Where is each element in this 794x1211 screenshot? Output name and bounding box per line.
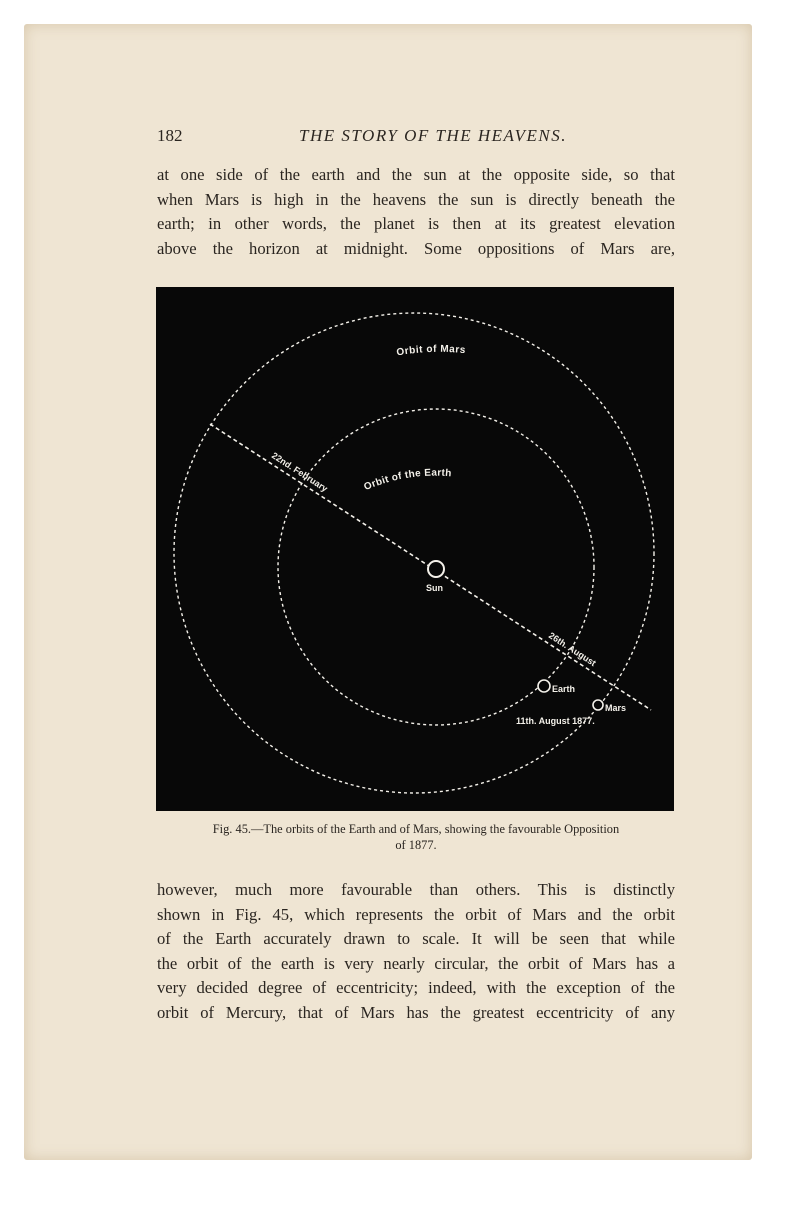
paragraph-top (157, 163, 675, 261)
mars-orbit-label (396, 344, 467, 359)
text-line: very decided degree of eccentricity; indeed, with the exception of the (157, 978, 675, 998)
feb-label: 22nd. February (269, 450, 330, 494)
page-number: 182 (157, 126, 183, 145)
text-line: the orbit of the earth is very nearly circular, the orbit of Mars has a (157, 953, 675, 973)
orbit-diagram-svg (156, 287, 674, 811)
mars-marker (593, 700, 603, 710)
text-line: shown in Fig. 45, which represents the orbit of Mars and the orbit (157, 904, 675, 924)
aug11-label: 11th. August 1877. (516, 716, 595, 726)
text-line: at one side of the earth and the sun at the opposite side, so that (157, 165, 675, 184)
caption-line: of 1877. (395, 838, 437, 852)
sun-label: Sun (426, 583, 443, 593)
earth-label: Earth (552, 684, 576, 694)
mars-orbit-label-text: Orbit of Mars (395, 343, 467, 359)
mars-label: Mars (605, 703, 627, 713)
sun-marker (428, 561, 444, 577)
text-line: of the Earth accurately drawn to scale. It will be seen that while (157, 929, 675, 949)
orbit-diagram (156, 287, 674, 811)
paragraph-bottom (157, 878, 675, 1026)
page-header (157, 126, 675, 150)
text-line: when Mars is high in the heavens the sun is directly beneath the (157, 189, 675, 209)
text-line: orbit of Mercury, that of Mars has the greatest eccentricity of any (157, 1002, 675, 1022)
text-line: above the horizon at midnight. Some oppositions of Mars are, (157, 238, 675, 258)
figure-caption (157, 821, 675, 853)
caption-line: Fig. 45.—The orbits of the Earth and of Mars, showing the favourable Opposition (212, 822, 620, 836)
earth-orbit-label (362, 468, 452, 494)
earth-marker (538, 680, 550, 692)
text-line: earth; in other words, the planet is then at its greatest elevation (157, 214, 675, 234)
text-line: however, much more favourable than others. This is distinctly (157, 880, 675, 899)
earth-orbit-label-text: Orbit of the Earth (362, 467, 453, 494)
aug26-label: 26th. August (546, 630, 598, 669)
running-title: THE STORY OF THE HEAVENS. (299, 126, 567, 145)
